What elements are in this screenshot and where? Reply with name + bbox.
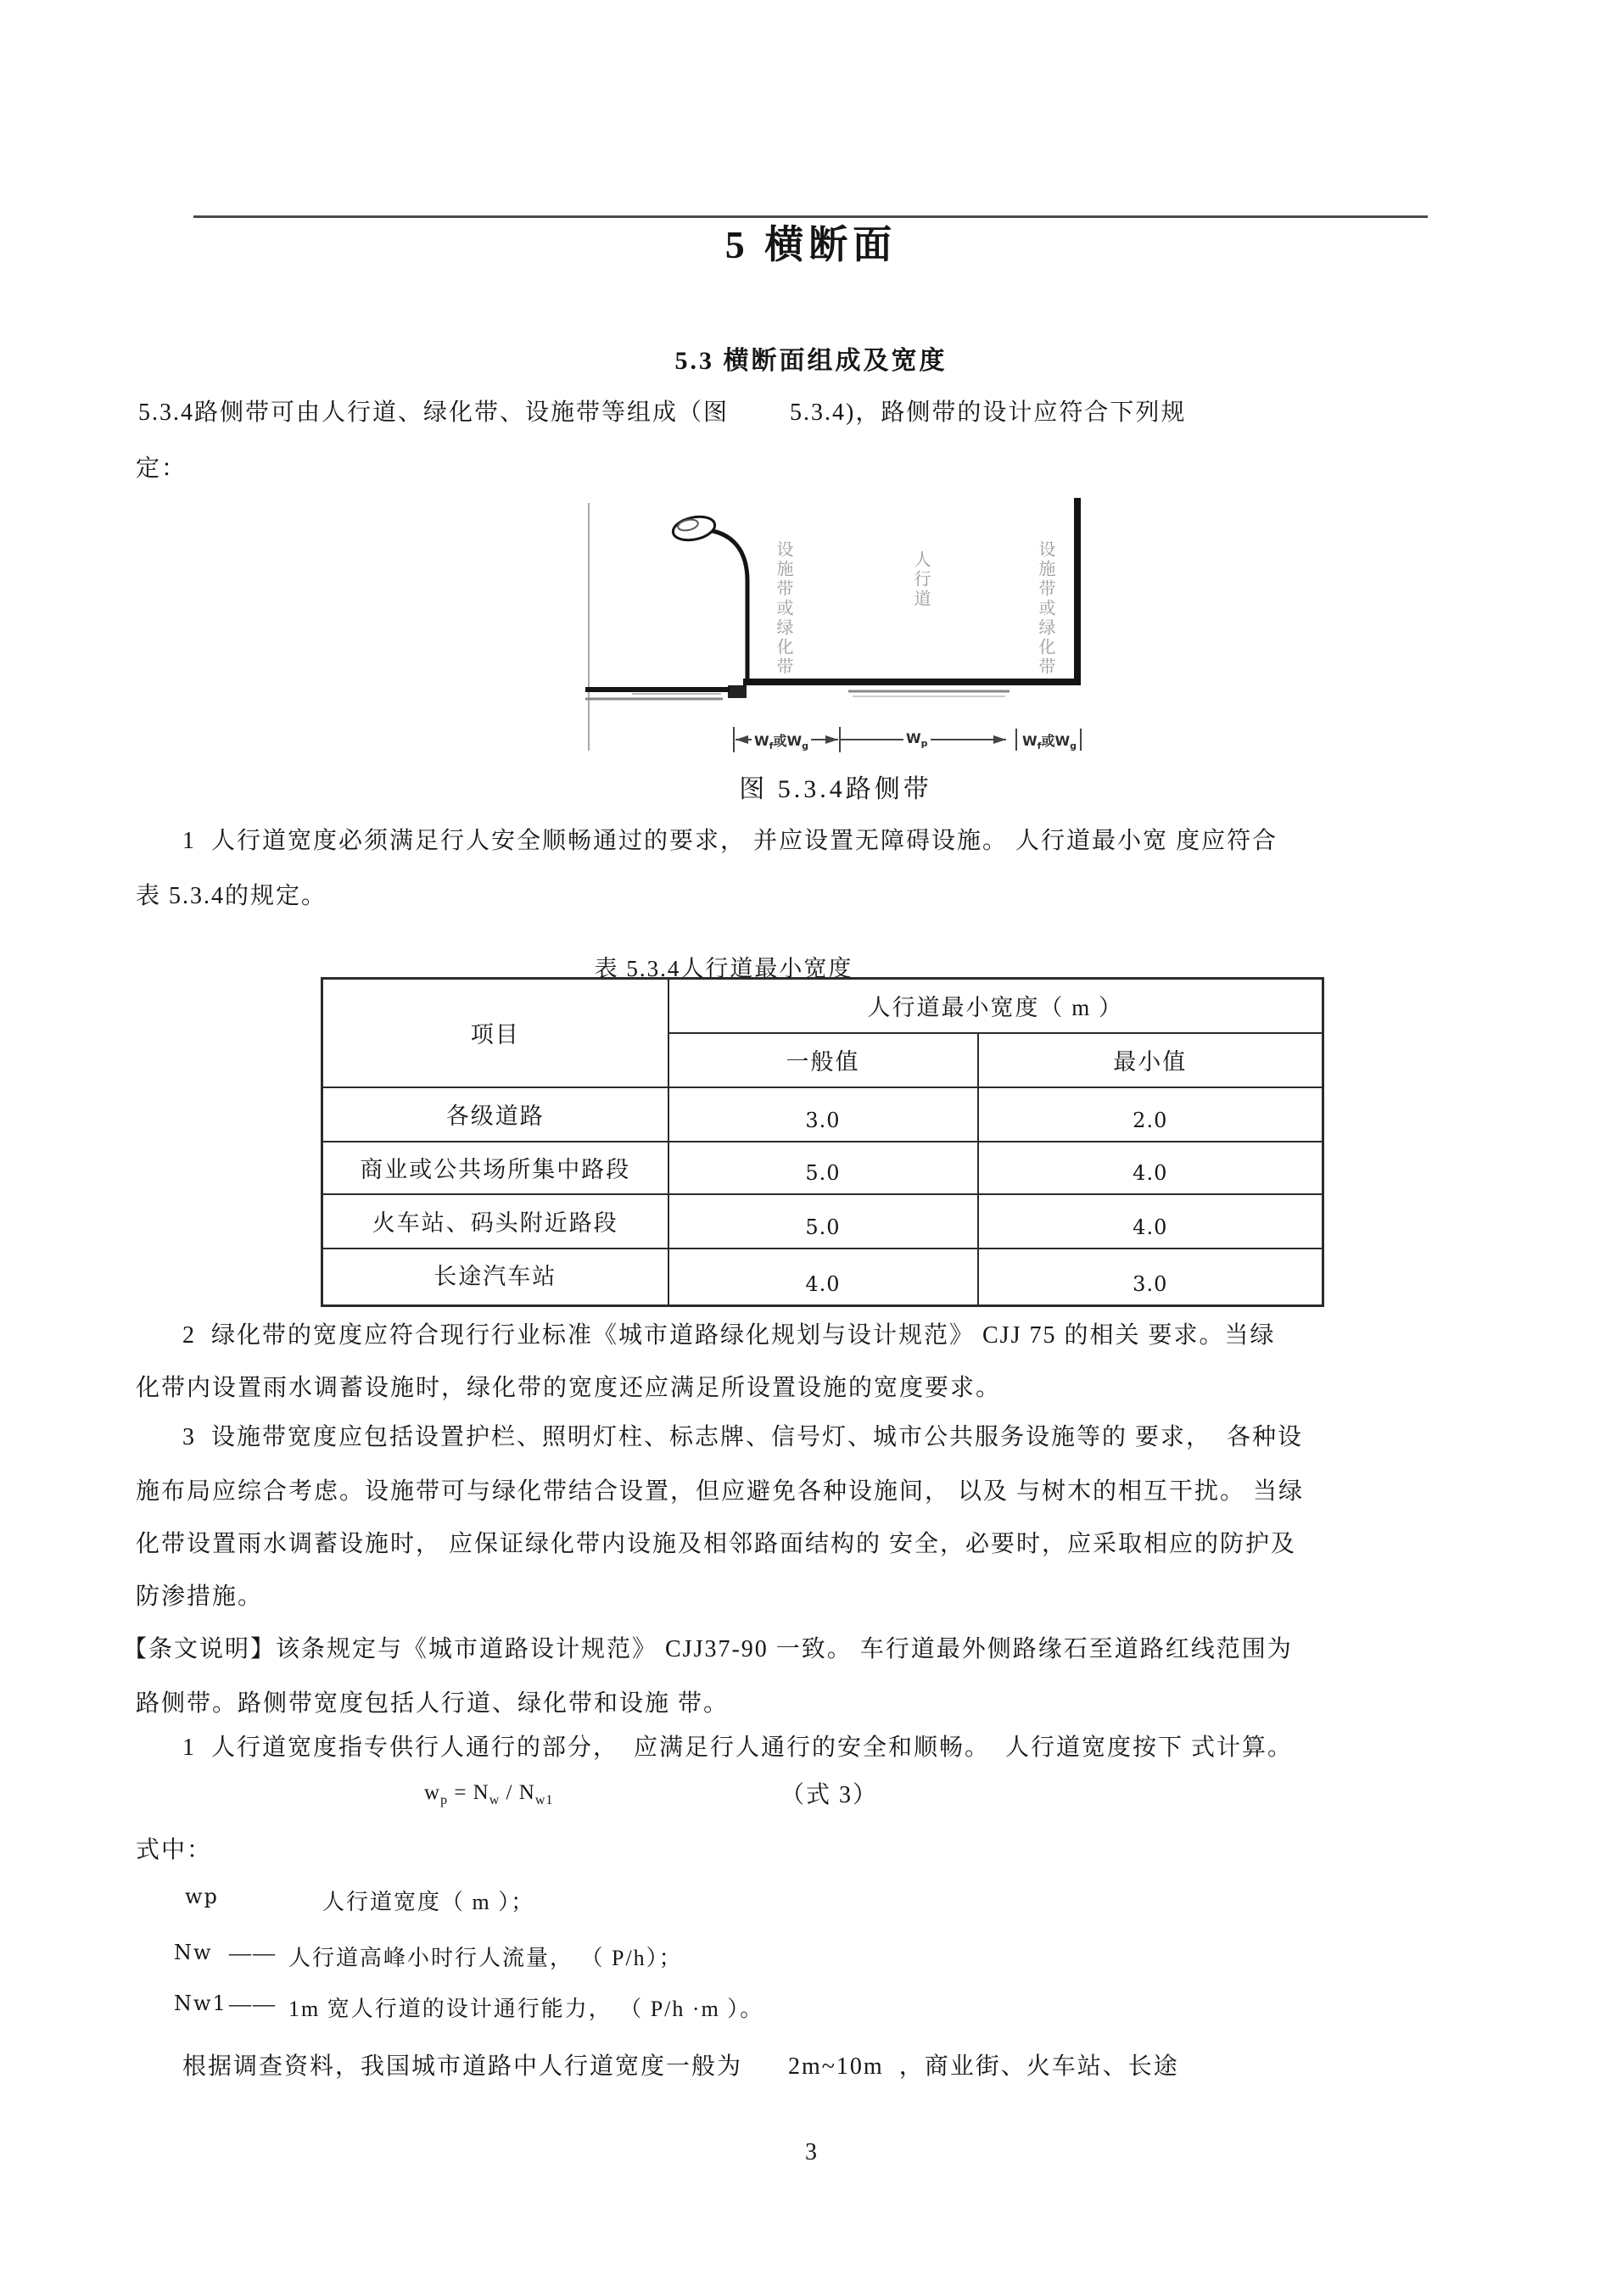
formula-equals: = [448, 1781, 473, 1804]
row-min-value: 4.0 [978, 1194, 1323, 1249]
section-heading: 5.3 横断面组成及宽度 [674, 347, 948, 375]
dim-right-main: W [1022, 733, 1038, 749]
shizhong-label: 式中： [136, 1837, 213, 1863]
dim-label-center [903, 730, 931, 749]
formula-denominator: N [518, 1781, 535, 1804]
definition-row [185, 1885, 534, 1916]
figure-label-facility-belt-left: 设施带或绿化带 [774, 540, 792, 677]
row-item-label: 各级道路 [322, 1087, 668, 1142]
dim-center-main: W [906, 730, 921, 746]
note-line-1: 【条文说明】该条规定与《城市道路设计规范》 CJJ37-90 一致。 车行道最外侧路缘石至道路红线范围为 [123, 1636, 1293, 1662]
clause1-line-1: 1 人行道宽度必须满足行人安全顺畅通过的要求， 并应设置无障碍设施。 人行道最小宽 度应符合 [182, 828, 1278, 854]
definition-row [174, 1941, 683, 1972]
table-row [322, 1249, 1323, 1306]
min-width-table [321, 977, 1324, 1307]
walkway-width-formula [424, 1781, 553, 1808]
row-min-value: 4.0 [978, 1142, 1323, 1194]
formula-lhs-sub: p [440, 1793, 449, 1807]
header-cell-item: 项目 [322, 979, 668, 1087]
figure-label-facility-belt-right: 设施带或绿化带 [1036, 540, 1054, 677]
walkway-line-1: 1 人行道宽度指专供行人通行的部分， 应满足行人通行的安全和顺畅。 人行道宽度按下 式计算。 [182, 1735, 1294, 1761]
definition-desc: 1m 宽人行道的设计通行能力， （ P/h ·m ）。 [288, 1997, 764, 2021]
clause3-line-2: 施布局应综合考虑。设施带可与绿化带结合设置，但应避免各种设施间， 以及 与树木的相互干扰。 当绿 [136, 1478, 1305, 1505]
dim-center-sub: p [920, 738, 928, 750]
figure-caption: 图 5.3.4路侧带 [739, 775, 932, 803]
page-number: 3 [805, 2139, 817, 2165]
row-general-value: 3.0 [668, 1087, 978, 1142]
definition-term: Nw [174, 1941, 213, 1964]
dim-label-right [1020, 730, 1079, 751]
definition-row [174, 1992, 763, 2023]
clause2-line-1: 2 绿化带的宽度应符合现行行业标准《城市道路绿化规划与设计规范》 CJJ 75 的相关 要求。当绿 [182, 1322, 1276, 1349]
header-cell-group: 人行道最小宽度（ m ） [668, 979, 1323, 1033]
min-width-table-wrap [321, 977, 1324, 1307]
clause3-line-4: 防渗措施。 [136, 1584, 264, 1610]
page-title: 5 横断面 [724, 223, 898, 266]
clause2-line-2: 化带内设置雨水调蓄设施时，绿化带的宽度还应满足所设置设施的宽度要求。 [136, 1375, 1002, 1401]
header-cell-min: 最小值 [978, 1033, 1323, 1087]
row-item-label: 火车站、码头附近路段 [322, 1194, 668, 1249]
dim-right-sub2: g [1070, 740, 1077, 752]
row-min-value: 3.0 [978, 1249, 1323, 1306]
definition-desc: 人行道高峰小时行人流量， （ P/h）； [288, 1946, 683, 1970]
definition-term: wp [185, 1885, 219, 1908]
table-row [322, 1142, 1323, 1194]
definition-dash: —— [229, 1992, 277, 2016]
dim-right-sub: f [1037, 740, 1042, 752]
dim-label-left [752, 730, 811, 751]
row-min-value: 2.0 [978, 1087, 1323, 1142]
table-title: 表 5.3.4人行道最小宽度 [594, 956, 853, 981]
formula-denominator-sub: w1 [534, 1793, 554, 1807]
formula-numerator-sub: w [489, 1793, 501, 1807]
note-line-2: 路侧带。路侧带宽度包括人行道、绿化带和设施 带。 [136, 1690, 730, 1717]
dim-left-sub: f [769, 740, 774, 752]
dim-left-sub2: g [802, 740, 808, 752]
formula-numerator: N [473, 1781, 489, 1804]
row-item-label: 长途汽车站 [322, 1249, 668, 1306]
row-general-value: 4.0 [668, 1249, 978, 1306]
definition-desc: 人行道宽度（ m ）； [322, 1890, 535, 1914]
clause1-line-2: 表 5.3.4的规定。 [136, 883, 327, 909]
definition-dash: —— [229, 1941, 277, 1965]
curb-block [728, 685, 747, 698]
formula-tag: （式 3） [780, 1782, 879, 1808]
clause3-line-3: 化带设置雨水调蓄设施时， 应保证绿化带内设施及相邻路面结构的 安全，必要时，应采取相应的防护及 [136, 1531, 1297, 1557]
table-row [322, 1087, 1323, 1142]
clause3-line-1: 3 设施带宽度应包括设置护栏、照明灯柱、标志牌、信号灯、城市公共服务设施等的 要求， 各种设 [182, 1424, 1304, 1450]
intro-line-2: 定： [136, 455, 187, 482]
dim-left-main: W [754, 733, 769, 749]
table-row [322, 1194, 1323, 1249]
formula-divide: / [500, 1781, 519, 1804]
roadside-belt-drawing [585, 496, 1086, 759]
closing-line: 根据调查资料，我国城市道路中人行道宽度一般为 2m~10m ，商业街、火车站、长途 [182, 2053, 1179, 2080]
definition-term: Nw1 [174, 1992, 227, 2015]
figure-label-walkway: 人行道 [911, 550, 930, 609]
dim-left-main2: 或W [773, 733, 803, 749]
row-general-value: 5.0 [668, 1194, 978, 1249]
row-item-label: 商业或公共场所集中路段 [322, 1142, 668, 1194]
formula-lhs: w [424, 1781, 441, 1804]
street-lamp-icon [671, 513, 747, 682]
header-cell-general: 一般值 [668, 1033, 978, 1087]
roadside-belt-figure [585, 496, 1086, 759]
dim-right-main2: 或W [1041, 733, 1071, 749]
row-general-value: 5.0 [668, 1142, 978, 1194]
intro-line-1: 5.3.4路侧带可由人行道、绿化带、设施带等组成（图 5.3.4)，路侧带的设计应符合下列规 [138, 399, 1187, 426]
table-header-row-1 [322, 979, 1323, 1033]
